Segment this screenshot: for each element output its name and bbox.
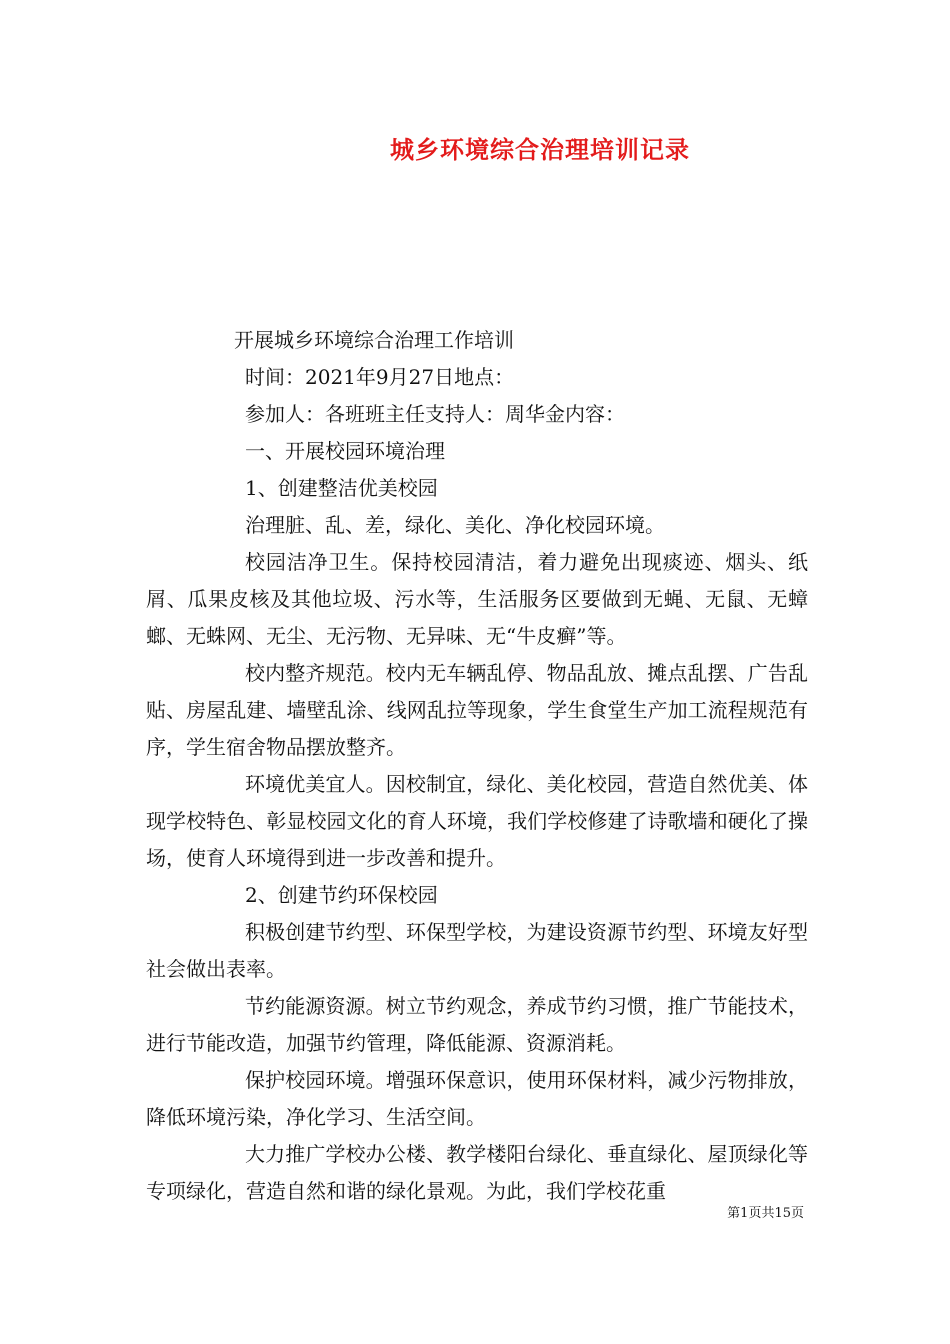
paragraph: 环境优美宜人。因校制宜，绿化、美化校园，营造自然优美、体现学校特色、彰显校园文化的育人环境，我们学校修建了诗歌墙和硬化了操场，使育人环境得到进一步改善和提升。 (146, 772, 808, 870)
participants-line: 参加人：各班班主任支持人：周华金内容： (245, 402, 625, 426)
document-title: 城乡环境综合治理培训记录 (390, 135, 690, 164)
summary-line: 治理脏、乱、差，绿化、美化、净化校园环境。 (245, 513, 665, 537)
page-number: 第1页共15页 (727, 1206, 804, 1221)
paragraph: 校内整齐规范。校内无车辆乱停、物品乱放、摊点乱摆、广告乱贴、房屋乱建、墙壁乱涂、线网乱拉等现象，学生食堂生产加工流程规范有序，学生宿舍物品摆放整齐。 (146, 661, 808, 759)
paragraph: 大力推广学校办公楼、教学楼阳台绿化、垂直绿化、屋顶绿化等专项绿化，营造自然和谐的绿化景观。为此，我们学校花重 (146, 1142, 808, 1203)
paragraph: 保护校园环境。增强环保意识，使用环保材料，减少污物排放，降低环境污染，净化学习、生活空间。 (146, 1068, 808, 1129)
paragraph: 节约能源资源。树立节约观念，养成节约习惯，推广节能技术，进行节能改造，加强节约管理，降低能源、资源消耗。 (146, 994, 808, 1055)
subtitle-line: 开展城乡环境综合治理工作培训 (234, 328, 514, 352)
subsection-heading: 2、创建节约环保校园 (245, 883, 438, 907)
time-line: 时间：2021年9月27日地点： (245, 365, 515, 389)
paragraph: 积极创建节约型、环保型学校，为建设资源节约型、环境友好型社会做出表率。 (146, 920, 808, 981)
section-heading: 一、开展校园环境治理 (245, 439, 445, 463)
paragraph: 校园洁净卫生。保持校园清洁，着力避免出现痰迹、烟头、纸屑、瓜果皮核及其他垃圾、污水等，生活服务区要做到无蝇、无鼠、无蟑螂、无蛛网、无尘、无污物、无异味、无“牛皮癣”等。 (146, 550, 808, 648)
subsection-heading: 1、创建整洁优美校园 (245, 476, 438, 500)
document-body (146, 322, 808, 1210)
